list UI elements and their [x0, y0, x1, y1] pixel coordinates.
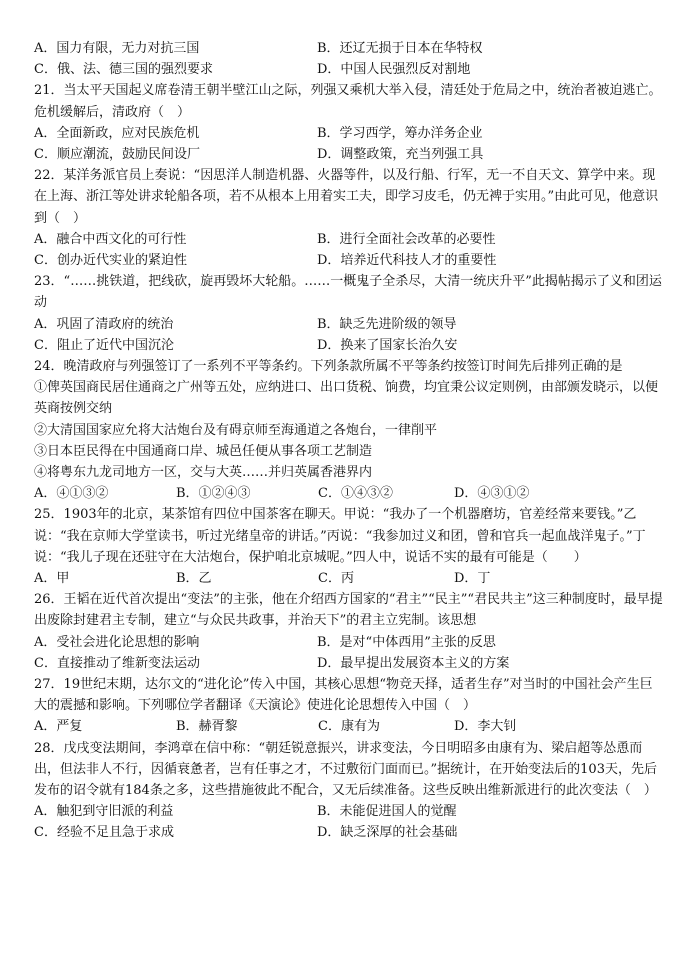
q28-option-a[interactable]: A．触犯到守旧派的利益: [34, 804, 174, 820]
q21-options-row1: [34, 123, 664, 144]
q20-option-c[interactable]: C．俄、法、德三国的强烈要求: [34, 62, 213, 78]
q23-option-a[interactable]: A．巩固了清政府的统治: [34, 316, 174, 332]
q20-option-a[interactable]: A．国力有限，无力对抗三国: [34, 41, 200, 56]
q25-options-row: [34, 568, 664, 589]
q24-option-c[interactable]: C．①④③②: [318, 486, 393, 502]
q20-options-row2: [34, 59, 664, 80]
q22-stem: 22．某洋务派官员上奏说：“因思洋人制造机器、火器等件，以及行船、行军，无一不自天文、算学中来。现在上海、浙江等处讲求轮船各项，若不从根本上用着实工夫，即学习皮毛，仍无裨于实用。”由此可见，他意识到（ ）: [34, 168, 659, 226]
q22-option-c[interactable]: C．创办近代实业的紧迫性: [34, 252, 187, 268]
q27-option-a[interactable]: A．严复: [34, 719, 83, 735]
q26-option-a[interactable]: A．受社会进化论思想的影响: [34, 634, 200, 650]
q26-stem: 26．王韬在近代首次提出“变法”的主张，他在介绍西方国家的“君主”“民主”“君民共主”这三种制度时，最早提出废除封建君主专制，建立“与众民共政事，并治天下”的君主立宪制。该思想: [34, 592, 663, 629]
q21-option-c[interactable]: C．顺应潮流，鼓励民间设厂: [34, 146, 200, 162]
q25-option-b[interactable]: B．乙: [176, 570, 212, 586]
q26-option-c[interactable]: C．直接推动了维新变法运动: [34, 655, 200, 671]
q24-item-1: ①俾英国商民居住通商之广州等五处，应纳进口、出口货税、饷费，均宜秉公议定则例，由部颁发晓示，以便英商按例交纳: [34, 380, 659, 417]
q27-option-b[interactable]: B．赫胥黎: [176, 719, 238, 735]
q23-options-row2: [34, 335, 664, 356]
q21-option-d[interactable]: D．调整政策，充当列强工具: [317, 146, 484, 162]
q27-options-row: [34, 716, 664, 737]
q24-option-a[interactable]: A．④①③②: [34, 486, 109, 502]
q25-option-d[interactable]: D．丁: [454, 570, 491, 586]
q28-stem: 28．戊戌变法期间，李鸿章在信中称：“朝廷锐意振兴，讲求变法，今日明昭多由康有为、梁启超等怂恿而出，但法非人不行，因循衰惫者，岂有任事之才，不过敷衍门面而已。”据统计，在开始变法后的103天，先后发布的诏令就有184条之多，这些措施彼此不配合，又无后续准备。这些反映出维新派进行的此次变法（ ）: [34, 740, 657, 798]
q25-option-a[interactable]: A．甲: [34, 570, 70, 586]
q23-option-d[interactable]: D．换来了国家长治久安: [317, 337, 458, 353]
q20-options-row1: [34, 38, 664, 59]
q21-option-b[interactable]: B．学习西学，筹办洋务企业: [317, 125, 483, 141]
q24-option-d[interactable]: D．④③①②: [454, 486, 530, 502]
exam-page: [34, 38, 664, 843]
q25-option-c[interactable]: C．丙: [318, 570, 354, 586]
q23-stem: 23．“……挑铁道，把线砍，旋再毁坏大轮船。……一概鬼子全杀尽，大清一统庆升平”此揭帖揭示了义和团运动: [34, 274, 662, 311]
q21-options-row2: [34, 144, 664, 165]
q25-stem: 25．1903年的北京，某茶馆有四位中国茶客在聊天。甲说：“我办了一个机器磨坊，官差经常来要钱。”乙说：“我在京师大学堂读书，听过光绪皇帝的讲话。”丙说：“我参加过义和团，曾和官兵一起血战洋鬼子。”丁说：“我儿子现在还驻守在大沽炮台，保护咱北京城呢。”四人中，说话不实的最有可能是（ ）: [34, 507, 646, 565]
q24-options-row: [34, 483, 664, 504]
q23-option-c[interactable]: C．阻止了近代中国沉沦: [34, 337, 174, 353]
q24-option-b[interactable]: B．①②④③: [176, 486, 251, 502]
q24-item-3: ③日本臣民得在中国通商口岸、城邑任便从事各项工艺制造: [34, 443, 373, 459]
q23-options-row1: [34, 314, 664, 335]
q28-option-b[interactable]: B．未能促进国人的觉醒: [317, 804, 457, 820]
q22-options-row2: [34, 250, 664, 271]
q28-options-row1: [34, 801, 664, 822]
q26-options-row1: [34, 632, 664, 653]
q27-option-d[interactable]: D．李大钊: [454, 719, 517, 735]
q27-option-c[interactable]: C．康有为: [318, 719, 380, 735]
q23-option-b[interactable]: B．缺乏先进阶级的领导: [317, 316, 457, 332]
q28-option-d[interactable]: D．缺乏深厚的社会基础: [317, 825, 458, 841]
q22-option-b[interactable]: B．进行全面社会改革的必要性: [317, 231, 496, 247]
q24-item-2: ②大清国国家应允将大沽炮台及有碍京师至海通道之各炮台，一律削平: [34, 422, 438, 438]
q24-stem: 24．晚清政府与列强签订了一系列不平等条约。下列条款所属不平等条约按签订时间先后排列正确的是: [34, 358, 623, 374]
q22-option-a[interactable]: A．融合中西文化的可行性: [34, 231, 187, 247]
q28-option-c[interactable]: C．经验不足且急于求成: [34, 825, 174, 841]
q22-options-row1: [34, 229, 664, 250]
q24-item-4: ④将粤东九龙司地方一区，交与大英……并归英属香港界内: [34, 464, 373, 480]
q20-option-b[interactable]: B．还辽无损于日本在华特权: [317, 41, 483, 56]
q22-option-d[interactable]: D．培养近代科技人才的重要性: [317, 252, 497, 268]
q26-options-row2: [34, 653, 664, 674]
q28-options-row2: [34, 822, 664, 843]
q27-stem: 27．19世纪末期，达尔文的“进化论”传入中国，其核心思想“物竞天择，适者生存”对当时的中国社会产生巨大的震撼和影响。下列哪位学者翻译《天演论》使进化论思想传入中国（ ）: [34, 676, 653, 714]
q20-option-d[interactable]: D．中国人民强烈反对割地: [317, 62, 471, 78]
q26-option-d[interactable]: D．最早提出发展资本主义的方案: [317, 655, 510, 671]
q26-option-b[interactable]: B．是对“中体西用”主张的反思: [317, 634, 496, 650]
q21-stem: 21．当太平天国起义席卷清王朝半壁江山之际，列强又乘机大举入侵，清廷处于危局之中，统治者被迫逃亡。危机缓解后，清政府（ ）: [34, 83, 662, 120]
q21-option-a[interactable]: A．全面新政，应对民族危机: [34, 125, 200, 141]
